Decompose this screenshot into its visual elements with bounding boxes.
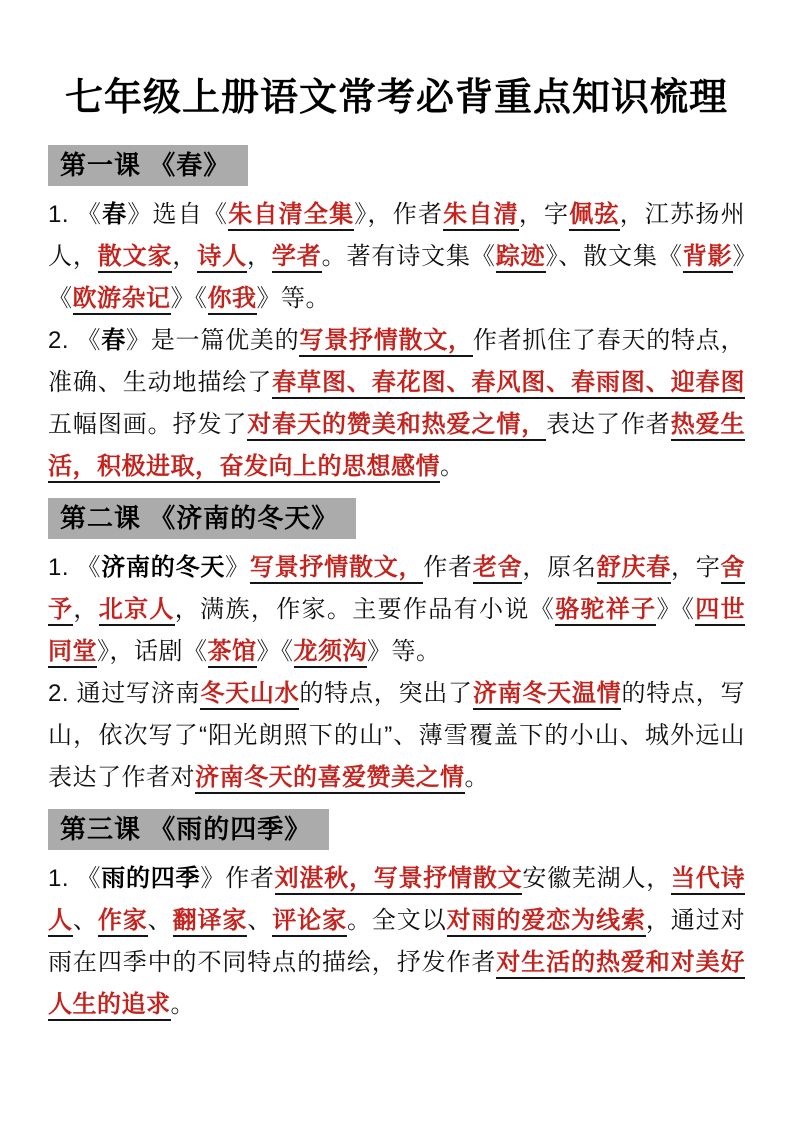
text-run: 》《 bbox=[256, 638, 294, 665]
section-heading: 第三课 《雨的四季》 bbox=[48, 809, 329, 850]
text-run: ，字 bbox=[671, 554, 721, 581]
text-run: 2. 通过写济南 bbox=[48, 680, 201, 707]
highlight-run: 老舍 bbox=[473, 554, 523, 584]
highlight-run: 背影 bbox=[683, 243, 733, 273]
highlight-run: 朱自清全集 bbox=[228, 201, 354, 231]
text-run: 。全文以 bbox=[346, 907, 447, 934]
highlight-run: 评论家 bbox=[272, 907, 347, 937]
text-run: 》作者 bbox=[200, 865, 275, 892]
text-run: 1. 《 bbox=[48, 865, 102, 892]
highlight-run: 春草图、春花图、春风图、春雨图、迎春图 bbox=[272, 369, 745, 399]
highlight-run: 四世同堂 bbox=[48, 596, 745, 668]
highlight-run: 对雨的爱恋为线索 bbox=[447, 907, 646, 937]
text-run: 、 bbox=[147, 907, 173, 934]
highlight-run: 舍予 bbox=[48, 554, 745, 626]
text-run: 1. 《 bbox=[48, 201, 103, 228]
text-run: 》《 bbox=[48, 243, 745, 312]
text-run: ， bbox=[172, 243, 198, 270]
text-run: 作者 bbox=[423, 554, 473, 581]
section-heading: 第二课 《济南的冬天》 bbox=[48, 498, 356, 539]
text-run: 。 bbox=[170, 991, 195, 1018]
document-body bbox=[48, 145, 745, 1026]
highlight-run: 踪迹 bbox=[496, 243, 546, 273]
highlight-run: 诗人 bbox=[197, 243, 247, 273]
highlight-run: 翻译家 bbox=[173, 907, 248, 937]
text-run: 》、散文集《 bbox=[545, 243, 683, 270]
text-run: 、 bbox=[247, 907, 273, 934]
highlight-run: 欧游杂记 bbox=[73, 285, 171, 315]
paragraph bbox=[48, 194, 745, 320]
highlight-run: 热爱生活，积极进取，奋发向上的思想感情 bbox=[48, 411, 745, 483]
text-run: 》《 bbox=[170, 285, 208, 312]
highlight-run: 写景抒情散文 bbox=[374, 865, 523, 895]
text-run: ，满族，作家。主要作品有小说《 bbox=[174, 596, 556, 623]
bold-run: 春 bbox=[102, 201, 128, 228]
paragraph bbox=[48, 320, 745, 488]
highlight-run: 写景抒情散文， bbox=[299, 327, 472, 357]
page-title: 七年级上册语文常考必背重点知识梳理 bbox=[64, 77, 728, 119]
highlight-run: 你我 bbox=[208, 285, 257, 315]
text-run: 》等。 bbox=[367, 638, 441, 665]
text-run: ，字 bbox=[518, 201, 570, 228]
highlight-run: 骆驼祥子 bbox=[555, 596, 656, 626]
text-run: 》是一篇优美的 bbox=[126, 327, 300, 354]
text-run: 的特点，写山，依次写了“阳光朗照下的山”、薄雪覆盖下的小山、城外远山表达了作者对 bbox=[48, 680, 746, 791]
text-run: 2. 《 bbox=[48, 327, 102, 354]
highlight-run: 作家 bbox=[98, 907, 148, 937]
highlight-run: 刘湛秋， bbox=[275, 865, 374, 895]
bold-run: 济南的冬天 bbox=[101, 554, 226, 581]
text-run: 。 bbox=[464, 764, 489, 791]
paragraph bbox=[48, 858, 745, 1026]
highlight-run: 冬天山水 bbox=[200, 680, 299, 710]
highlight-run: 写景抒情散文， bbox=[250, 554, 423, 584]
highlight-run: 佩弦 bbox=[569, 201, 619, 231]
text-run: 》 bbox=[225, 554, 250, 581]
text-run: 》选自《 bbox=[127, 201, 229, 228]
highlight-run: 散文家 bbox=[98, 243, 173, 273]
paragraph bbox=[48, 673, 745, 799]
highlight-run: 济南冬天的喜爱赞美之情 bbox=[195, 764, 465, 794]
text-run: 1. 《 bbox=[48, 554, 102, 581]
text-run: 。 bbox=[440, 453, 465, 480]
highlight-run: 茶馆 bbox=[208, 638, 257, 668]
highlight-run: 龙须沟 bbox=[294, 638, 368, 668]
highlight-run: 学者 bbox=[272, 243, 322, 273]
text-run: 的特点，突出了 bbox=[299, 680, 473, 707]
highlight-run: 朱自清 bbox=[443, 201, 519, 231]
text-run: 、 bbox=[72, 907, 98, 934]
text-run: 表达了作者 bbox=[546, 411, 671, 438]
highlight-run: 对生活的热爱和对美好人生的追求 bbox=[48, 949, 745, 1021]
highlight-run: 舒庆春 bbox=[597, 554, 671, 584]
text-run: 》，作者 bbox=[354, 201, 444, 228]
text-run: 》，话剧《 bbox=[97, 638, 208, 665]
text-run: ， bbox=[73, 596, 99, 623]
text-run: ，江苏扬州人， bbox=[48, 201, 746, 270]
text-run: 安徽芜湖人， bbox=[522, 865, 671, 892]
text-run: 》等。 bbox=[256, 285, 330, 312]
text-run: ，原名 bbox=[522, 554, 597, 581]
text-run: 》《 bbox=[656, 596, 696, 623]
bold-run: 春 bbox=[101, 327, 127, 354]
bold-run: 雨的四季 bbox=[101, 865, 201, 892]
section-heading: 第一课 《春》 bbox=[48, 145, 248, 186]
paragraph bbox=[48, 547, 745, 673]
highlight-run: 济南冬天温情 bbox=[473, 680, 622, 710]
highlight-run: 当代诗人 bbox=[48, 865, 745, 937]
highlight-run: 北京人 bbox=[99, 596, 175, 626]
text-run: ， bbox=[247, 243, 272, 270]
text-run: ，通过对雨在四季中的不同特点的描绘，抒发作者 bbox=[48, 907, 746, 976]
text-run: 作者抓住了春天的特点，准确、生动地描绘了 bbox=[48, 327, 746, 396]
text-run: 五幅图画。抒发了 bbox=[48, 411, 248, 438]
text-run: 。著有诗文集《 bbox=[321, 243, 496, 270]
highlight-run: 对春天的赞美和热爱之情， bbox=[247, 411, 546, 441]
